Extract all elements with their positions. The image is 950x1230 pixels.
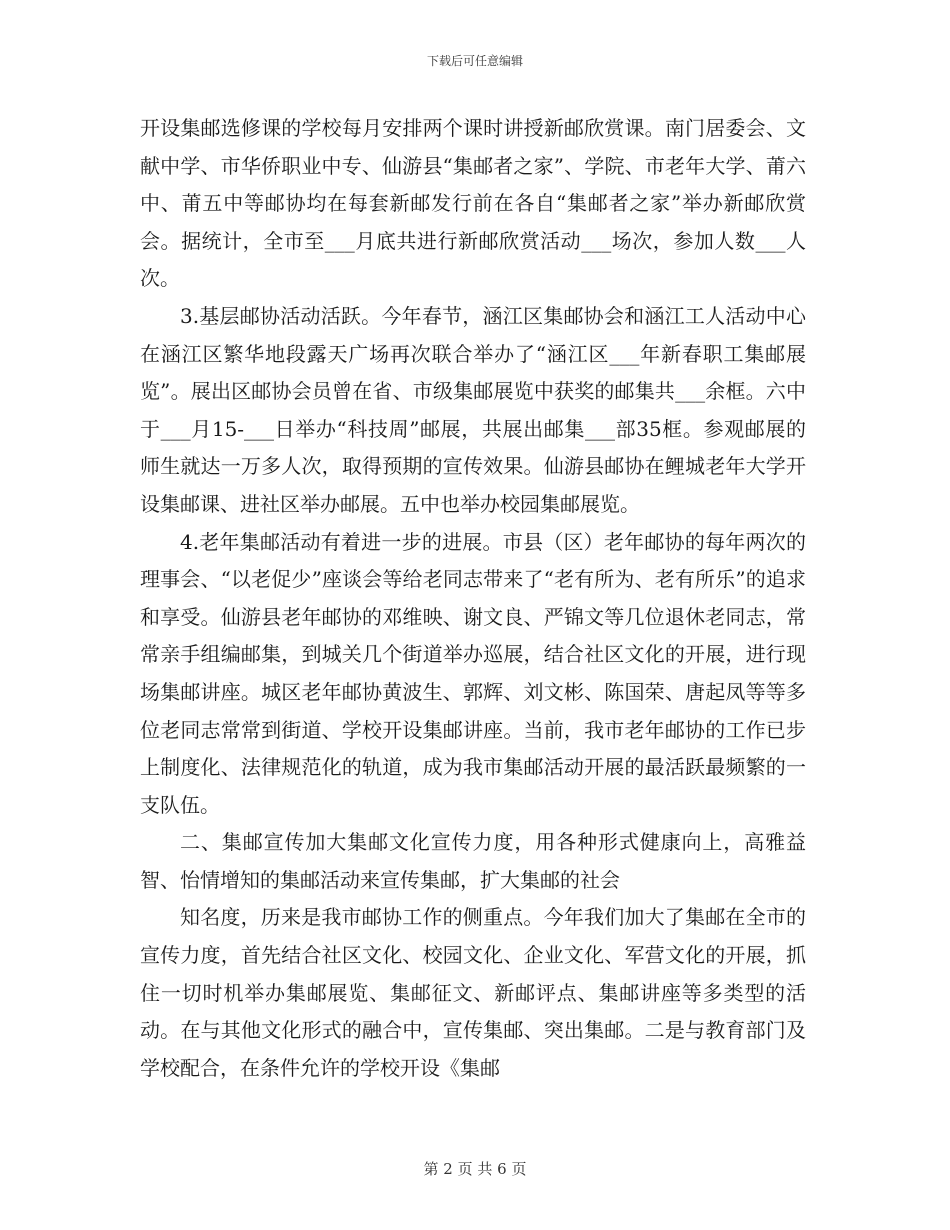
- page-header: 下载后可任意编辑: [426, 54, 523, 68]
- paragraph-3: 4.老年集邮活动有着进一步的进展。市县（区）老年邮协的每年两次的理事会、“以老促少”座谈会等给老同志带来了“老有所为、老有所乐”的追求和享受。仙游县老年邮协的邓维映、谢文良、严锦文等几位退休老同志，常常亲手组编邮集，到城关几个街道举办巡展，结合社区文化的开展，进行现场集邮讲座。城区老年邮协黄波生、郭辉、刘文彬、陈国荣、唐起凤等等多位老同志常常到街道、学校开设集邮讲座。当前，我市老年邮协的工作已步上制度化、法律规范化的轨道，成为我市集邮活动开展的最活跃最频繁的一支队伍。: [140, 529, 806, 817]
- paragraph-5: 知名度，历来是我市邮协工作的侧重点。今年我们加大了集邮在全市的宣传力度，首先结合社区文化、校园文化、企业文化、军营文化的开展，抓住一切时机举办集邮展览、集邮征文、新邮评点、集邮讲座等多类型的活动。在与其他文化形式的融合中，宣传集邮、突出集邮。二是与教育部门及学校配合，在条件允许的学校开设《集邮: [140, 905, 806, 1080]
- page-footer: 第 2 页 共 6 页: [423, 1160, 527, 1178]
- paragraph-2: 3.基层邮协活动活跃。今年春节，涵江区集邮协会和涵江工人活动中心在涵江区繁华地段露天广场再次联合举办了“涵江区___年新春职工集邮展览”。展出区邮协会员曾在省、市级集邮展览中获奖的邮集共___余框。六中于___月15-___日举办“科技周”邮展，共展出邮集___部35框。参观邮展的师生就达一万多人次，取得预期的宣传效果。仙游县邮协在鲤城老年大学开设集邮课、进社区举办邮展。五中也举办校园集邮展览。: [140, 303, 806, 516]
- document-body: [140, 110, 806, 1087]
- paragraph-1: 开设集邮选修课的学校每月安排两个课时讲授新邮欣赏课。南门居委会、文献中学、市华侨职业中专、仙游县“集邮者之家”、学院、市老年大学、莆六中、莆五中等邮协均在每套新邮发行前在各自“集邮者之家”举办新邮欣赏会。据统计，全市至___月底共进行新邮欣赏活动___场次，参加人数___人次。: [140, 116, 806, 291]
- paragraph-4: 二、集邮宣传加大集邮文化宣传力度，用各种形式健康向上，高雅益智、怡情增知的集邮活动来宣传集邮，扩大集邮的社会: [140, 830, 806, 892]
